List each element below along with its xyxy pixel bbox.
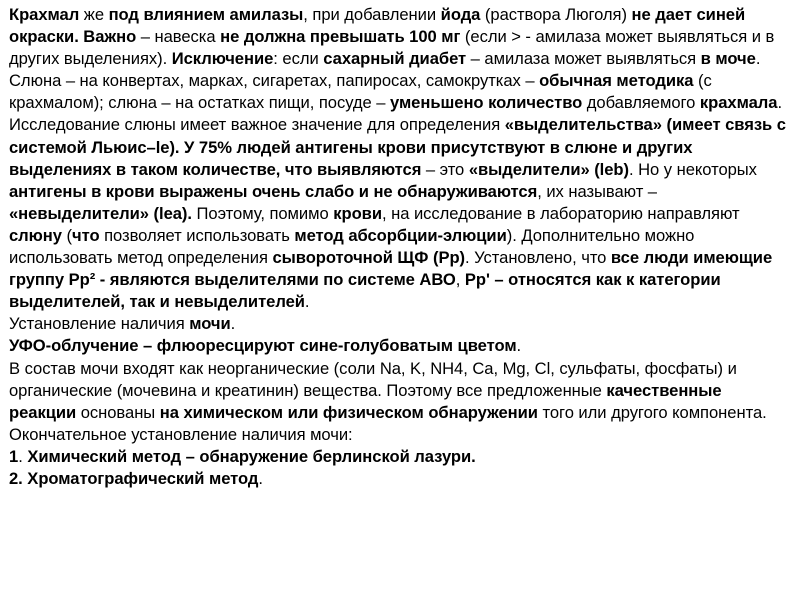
bold-text-segment: качественные реакции	[9, 380, 722, 422]
bold-text-segment: под влиянием амилазы	[108, 5, 304, 24]
text-segment: .	[258, 468, 263, 488]
text-segment: . Но у некоторых	[628, 159, 757, 179]
text-segment: , их называют –	[537, 181, 657, 201]
list-item-chromatographic-method	[9, 468, 788, 490]
text-segment: .	[18, 446, 28, 466]
text-segment: – это	[421, 159, 469, 179]
bold-text-segment: что	[72, 225, 100, 245]
text-segment: .	[230, 314, 236, 334]
list-item-chemical-method	[9, 446, 788, 468]
paragraph-saliva-traces	[9, 70, 788, 114]
bold-text-segment: не должна превышать 100 мг	[220, 27, 461, 47]
text-segment: – навеска	[136, 27, 221, 47]
text-segment: , при добавлении	[303, 5, 441, 24]
bold-text-segment: обычная методика	[539, 71, 694, 91]
text-segment: . Установлено, что	[465, 248, 611, 268]
bold-text-segment: «выделители» (leb)	[468, 159, 629, 179]
text-segment: В состав мочи входят как неорганические (соли Na, K, NH4, Ca, Mg, Cl, сульфаты, фосфаты) и органические (мочевина и креатинин) вещества. Поэтому все предложенные	[9, 358, 737, 400]
text-segment: .	[777, 93, 783, 113]
bold-text-segment: Исключение	[171, 49, 274, 69]
text-segment: Окончательное установление наличия мочи:	[9, 424, 353, 444]
bold-text-segment: Pp' – относятся как к категории выделителей, так и невыделителей	[9, 270, 721, 312]
bold-text-segment: йода	[440, 5, 481, 24]
text-segment: .	[516, 336, 522, 356]
bold-text-segment: 1	[9, 446, 19, 466]
bold-text-segment: сывороточной ЩФ (Pp)	[272, 248, 466, 268]
bold-text-segment: не дает синей окраски. Важно	[9, 5, 746, 47]
text-segment: (	[61, 225, 72, 245]
paragraph-secretor-status	[9, 114, 788, 313]
bold-text-segment: Крахмал	[9, 5, 80, 24]
text-segment: (если > - амилаза может выявляться и в других выделениях).	[9, 27, 775, 69]
text-segment: .	[304, 292, 310, 312]
text-segment: ,	[455, 270, 465, 290]
bold-text-segment: в моче	[700, 49, 756, 69]
paragraph-urine-composition	[9, 358, 788, 424]
paragraph-starch-amylase	[9, 4, 788, 70]
bold-text-segment: «невыделители» (lea).	[9, 203, 192, 223]
text-segment: : если	[273, 49, 324, 69]
text-segment: ). Дополнительно можно использовать метод определения	[9, 225, 695, 268]
text-segment: Исследование слюны имеет важное значение для определения	[9, 115, 505, 135]
text-segment: же	[79, 5, 109, 24]
bold-text-segment: Химический метод – обнаружение берлинской лазури.	[27, 446, 476, 466]
bold-text-segment: все люди имеющие группу Pp² - являются выделителями по системе АВО	[9, 248, 773, 290]
text-segment: (раствора Люголя)	[480, 5, 632, 24]
bold-text-segment: сахарный диабет	[323, 49, 467, 69]
text-segment: Поэтому, помимо	[191, 203, 334, 223]
text-segment: добавляемого	[582, 93, 700, 113]
bold-text-segment: на химическом или физическом обнаружении	[159, 402, 538, 422]
text-segment: , на исследование в лабораторию направляют	[381, 203, 740, 223]
text-segment: Установление наличия	[9, 314, 190, 334]
text-segment: Слюна – на конвертах, марках, сигаретах, папиросах, самокрутках –	[9, 71, 540, 91]
bold-text-segment: мочи	[189, 314, 231, 334]
text-segment: того или другого компонента.	[537, 402, 767, 422]
bold-text-segment: антигены в крови выражены очень слабо и не обнаруживаются	[9, 181, 538, 201]
text-segment: позволяет использовать	[99, 225, 295, 245]
bold-text-segment: уменьшено количество	[390, 93, 583, 113]
paragraph-uv-fluorescence	[9, 335, 788, 357]
bold-text-segment: крахмала	[699, 93, 778, 113]
bold-text-segment: «выделительства» (имеет связь с системой Льюис–le). У 75% людей антигены крови присутствуют в слюне и других выделениях в таком количестве, что выявляются	[9, 115, 786, 179]
paragraph-urine-detection-heading	[9, 313, 788, 335]
text-segment: – амилаза может выявляться	[466, 49, 701, 69]
bold-text-segment: слюну	[9, 225, 62, 245]
text-segment: основаны	[76, 402, 160, 422]
bold-text-segment: метод абсорбции-элюции	[294, 225, 507, 245]
bold-text-segment: 2. Хроматографический метод	[9, 468, 259, 488]
bold-text-segment: крови	[333, 203, 382, 223]
paragraph-final-detection-intro	[9, 424, 788, 446]
text-segment: (с крахмалом); слюна – на остатках пищи, посуде –	[9, 71, 712, 113]
bold-text-segment: УФО-облучение – флюоресцируют сине-голубоватым цветом	[9, 336, 517, 356]
text-segment: .	[755, 49, 761, 69]
